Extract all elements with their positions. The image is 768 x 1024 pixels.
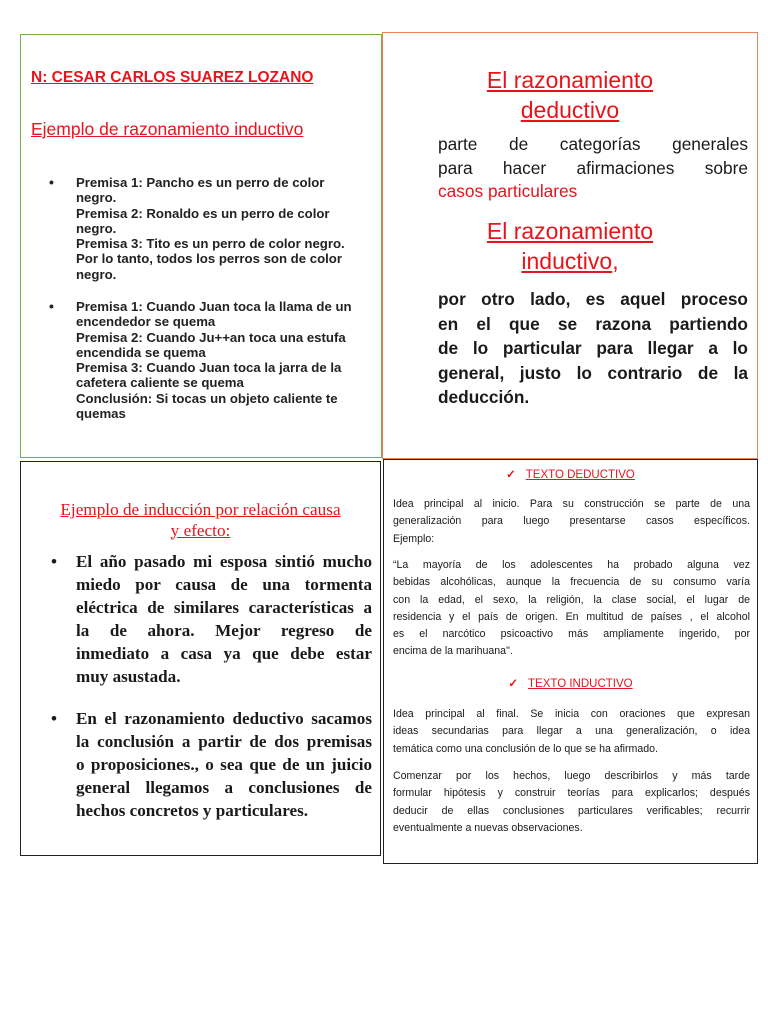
cause-effect-panel <box>20 461 381 856</box>
checkmark-icon: ✓ <box>506 469 516 481</box>
deductive-title: El razonamiento deductivo <box>486 67 654 123</box>
inductive-title: El razonamiento inductivo, <box>486 218 654 274</box>
definitions-panel <box>382 32 758 459</box>
highlighted-phrase: casos particulares <box>438 181 578 201</box>
inductive-text-method: Comenzar por los hechos, luego describirlos y más tarde formular hipótesis y construir teorías para explicarlos; después deducir de ellas conclusiones particulares verificables; recurrir eventualmente a nuevas observaciones. <box>393 770 750 834</box>
list-item: • Premisa 1: Cuando Juan toca la llama de un encendedor se quema Premisa 2: Cuando Ju++an toca una estufa encendida se quema Premisa 3: Cuando Juan toca la jarra de la cafetera caliente se quema Conclusión: Si tocas un objeto caliente te quemas <box>49 299 371 421</box>
inductive-example-panel <box>20 34 382 458</box>
list-item: • Premisa 1: Pancho es un perro de color negro. Premisa 2: Ronaldo es un perro de color negro. Premisa 3: Tito es un perro de color negro. Por lo tanto, todos los perros son de color negro. <box>49 175 371 282</box>
premise-list <box>49 175 371 282</box>
inductive-text-header: ✓ TEXTO INDUCTIVO <box>508 678 633 690</box>
deductive-definition: parte de categorías generales para hacer afirmaciones sobre casos particulares <box>438 133 748 204</box>
list-item: • En el razonamiento deductivo sacamos la conclusión a partir de dos premisas o proposiciones., o sea que de un juicio general llegamos a conclusiones de hechos concretos y particulares. <box>51 707 372 822</box>
inductive-example-title: Ejemplo de razonamiento inductivo <box>31 119 304 139</box>
inductive-definition: por otro lado, es aquel proceso en el que se razona partiendo de lo particular para llegar a lo general, justo lo contrario de la deducción. <box>438 289 748 407</box>
deductive-text-description: Idea principal al inicio. Para su construcción se parte de una generalización para luego presentarse casos específicos. Ejemplo: <box>393 498 750 545</box>
cause-effect-list <box>51 550 372 688</box>
deductive-text-quote: “La mayoría de los adolescentes ha probado alguna vez bebidas alcohólicas, aunque la frecuencia de su consumo varía con la edad, el sexo, la religión, la clase social, el lugar de residencia y el país de origen. En multitud de países , el alcohol es el narcótico psicoactivo más ampliamente ingerido, por encima de la marihuana". <box>393 559 750 658</box>
text-types-panel <box>383 459 758 864</box>
premise-list <box>49 299 371 421</box>
checkmark-icon: ✓ <box>508 678 519 690</box>
cause-effect-title: Ejemplo de inducción por relación causa y efecto: <box>60 500 341 540</box>
deductive-text-header: ✓ TEXTO DEDUCTIVO <box>506 469 635 481</box>
author-name: N: CESAR CARLOS SUAREZ LOZANO <box>31 69 314 86</box>
cause-effect-list <box>51 707 372 822</box>
list-item: • El año pasado mi esposa sintió mucho miedo por causa de una tormenta eléctrica de similares características a la de ahora. Mejor regreso de inmediato a casa ya que debe estar muy asustada. <box>51 550 372 688</box>
inductive-text-description: Idea principal al final. Se inicia con oraciones que expresan ideas secundarias para llegar a una generalización, o idea temática como una conclusión de lo que se ha afirmado. <box>393 708 750 755</box>
